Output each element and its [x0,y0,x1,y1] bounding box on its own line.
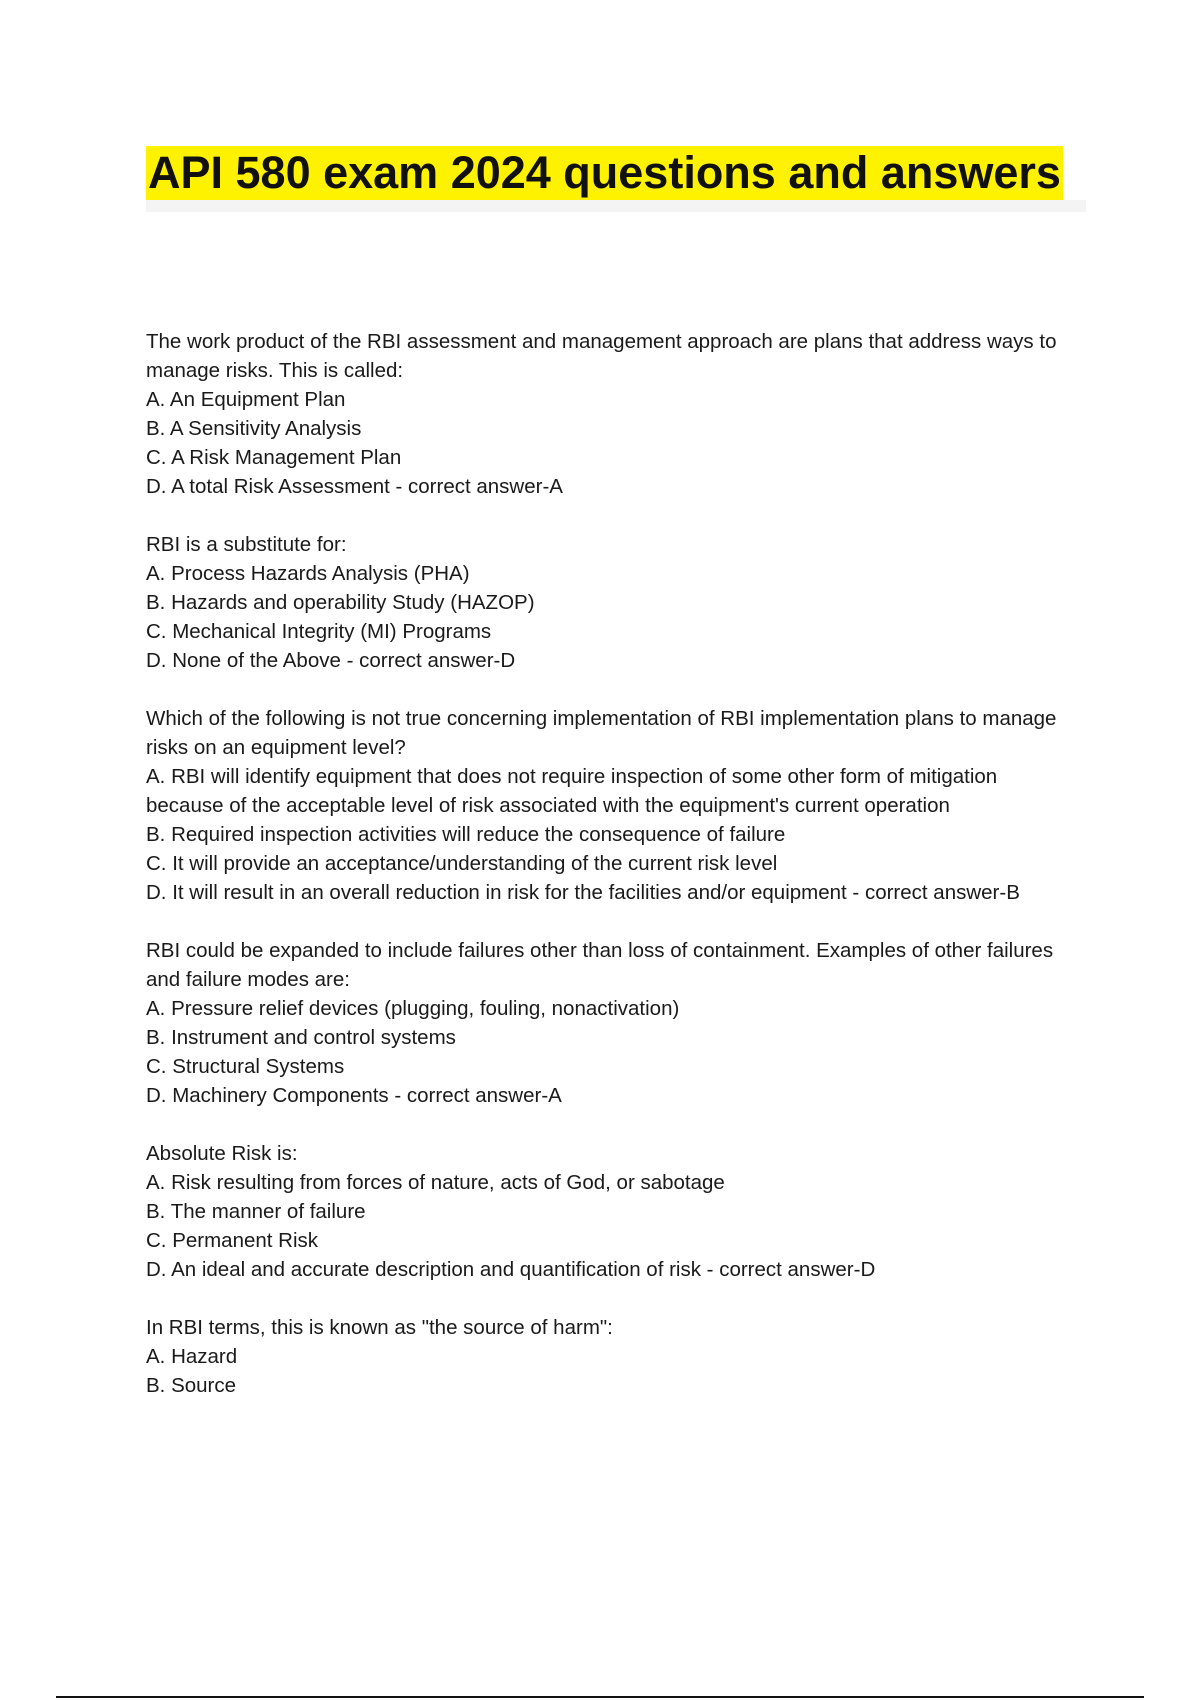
page-bottom-rule [56,1696,1144,1698]
question-stem: RBI is a substitute for: [146,533,347,556]
answer-option: D. Machinery Components - correct answer-A [146,1084,562,1107]
question-1 [146,327,1076,501]
question-6 [146,1313,1076,1400]
document-title: API 580 exam 2024 questions and answers [148,147,1061,198]
question-stem: Which of the following is not true concerning implementation of RBI implementation plans to manage risks on an equipment level? [146,707,1057,759]
answer-option: D. It will result in an overall reduction in risk for the facilities and/or equipment - correct answer-B [146,881,1020,904]
answer-option: A. An Equipment Plan [146,388,346,411]
answer-option: A. RBI will identify equipment that does not require inspection of some other form of mitigation because of the acceptable level of risk associated with the equipment's current operation [146,765,998,817]
answer-option: A. Pressure relief devices (plugging, fouling, nonactivation) [146,997,680,1020]
answer-option: C. Mechanical Integrity (MI) Programs [146,620,492,643]
question-stem: The work product of the RBI assessment and management approach are plans that address ways to manage risks. This is called: [146,330,1057,382]
answer-option: A. Hazard [146,1345,238,1368]
answer-option: C. It will provide an acceptance/understanding of the current risk level [146,852,778,875]
title-block [146,146,1086,212]
title-shadow-bar [146,200,1086,212]
question-stem: Absolute Risk is: [146,1142,298,1165]
question-stem: RBI could be expanded to include failures other than loss of containment. Examples of other failures and failure modes are: [146,939,1054,991]
answer-option: B. Source [146,1374,237,1397]
question-4 [146,936,1076,1110]
question-2 [146,530,1076,675]
question-stem: In RBI terms, this is known as "the source of harm": [146,1316,613,1339]
answer-option: A. Risk resulting from forces of nature, acts of God, or sabotage [146,1171,725,1194]
answer-option: C. Structural Systems [146,1055,345,1078]
answer-option: A. Process Hazards Analysis (PHA) [146,562,470,585]
answer-option: C. A Risk Management Plan [146,446,402,469]
answer-option: D. A total Risk Assessment - correct answer-A [146,475,563,498]
answer-option: B. The manner of failure [146,1200,366,1223]
answer-option: B. Required inspection activities will reduce the consequence of failure [146,823,786,846]
answer-option: B. Instrument and control systems [146,1026,456,1049]
answer-option: C. Permanent Risk [146,1229,319,1252]
answer-option: B. A Sensitivity Analysis [146,417,362,440]
question-3 [146,704,1076,907]
answer-option: D. An ideal and accurate description and quantification of risk - correct answer-D [146,1258,876,1281]
question-5 [146,1139,1076,1284]
answer-option: B. Hazards and operability Study (HAZOP) [146,591,535,614]
answer-option: D. None of the Above - correct answer-D [146,649,516,672]
question-list [146,327,1076,1429]
